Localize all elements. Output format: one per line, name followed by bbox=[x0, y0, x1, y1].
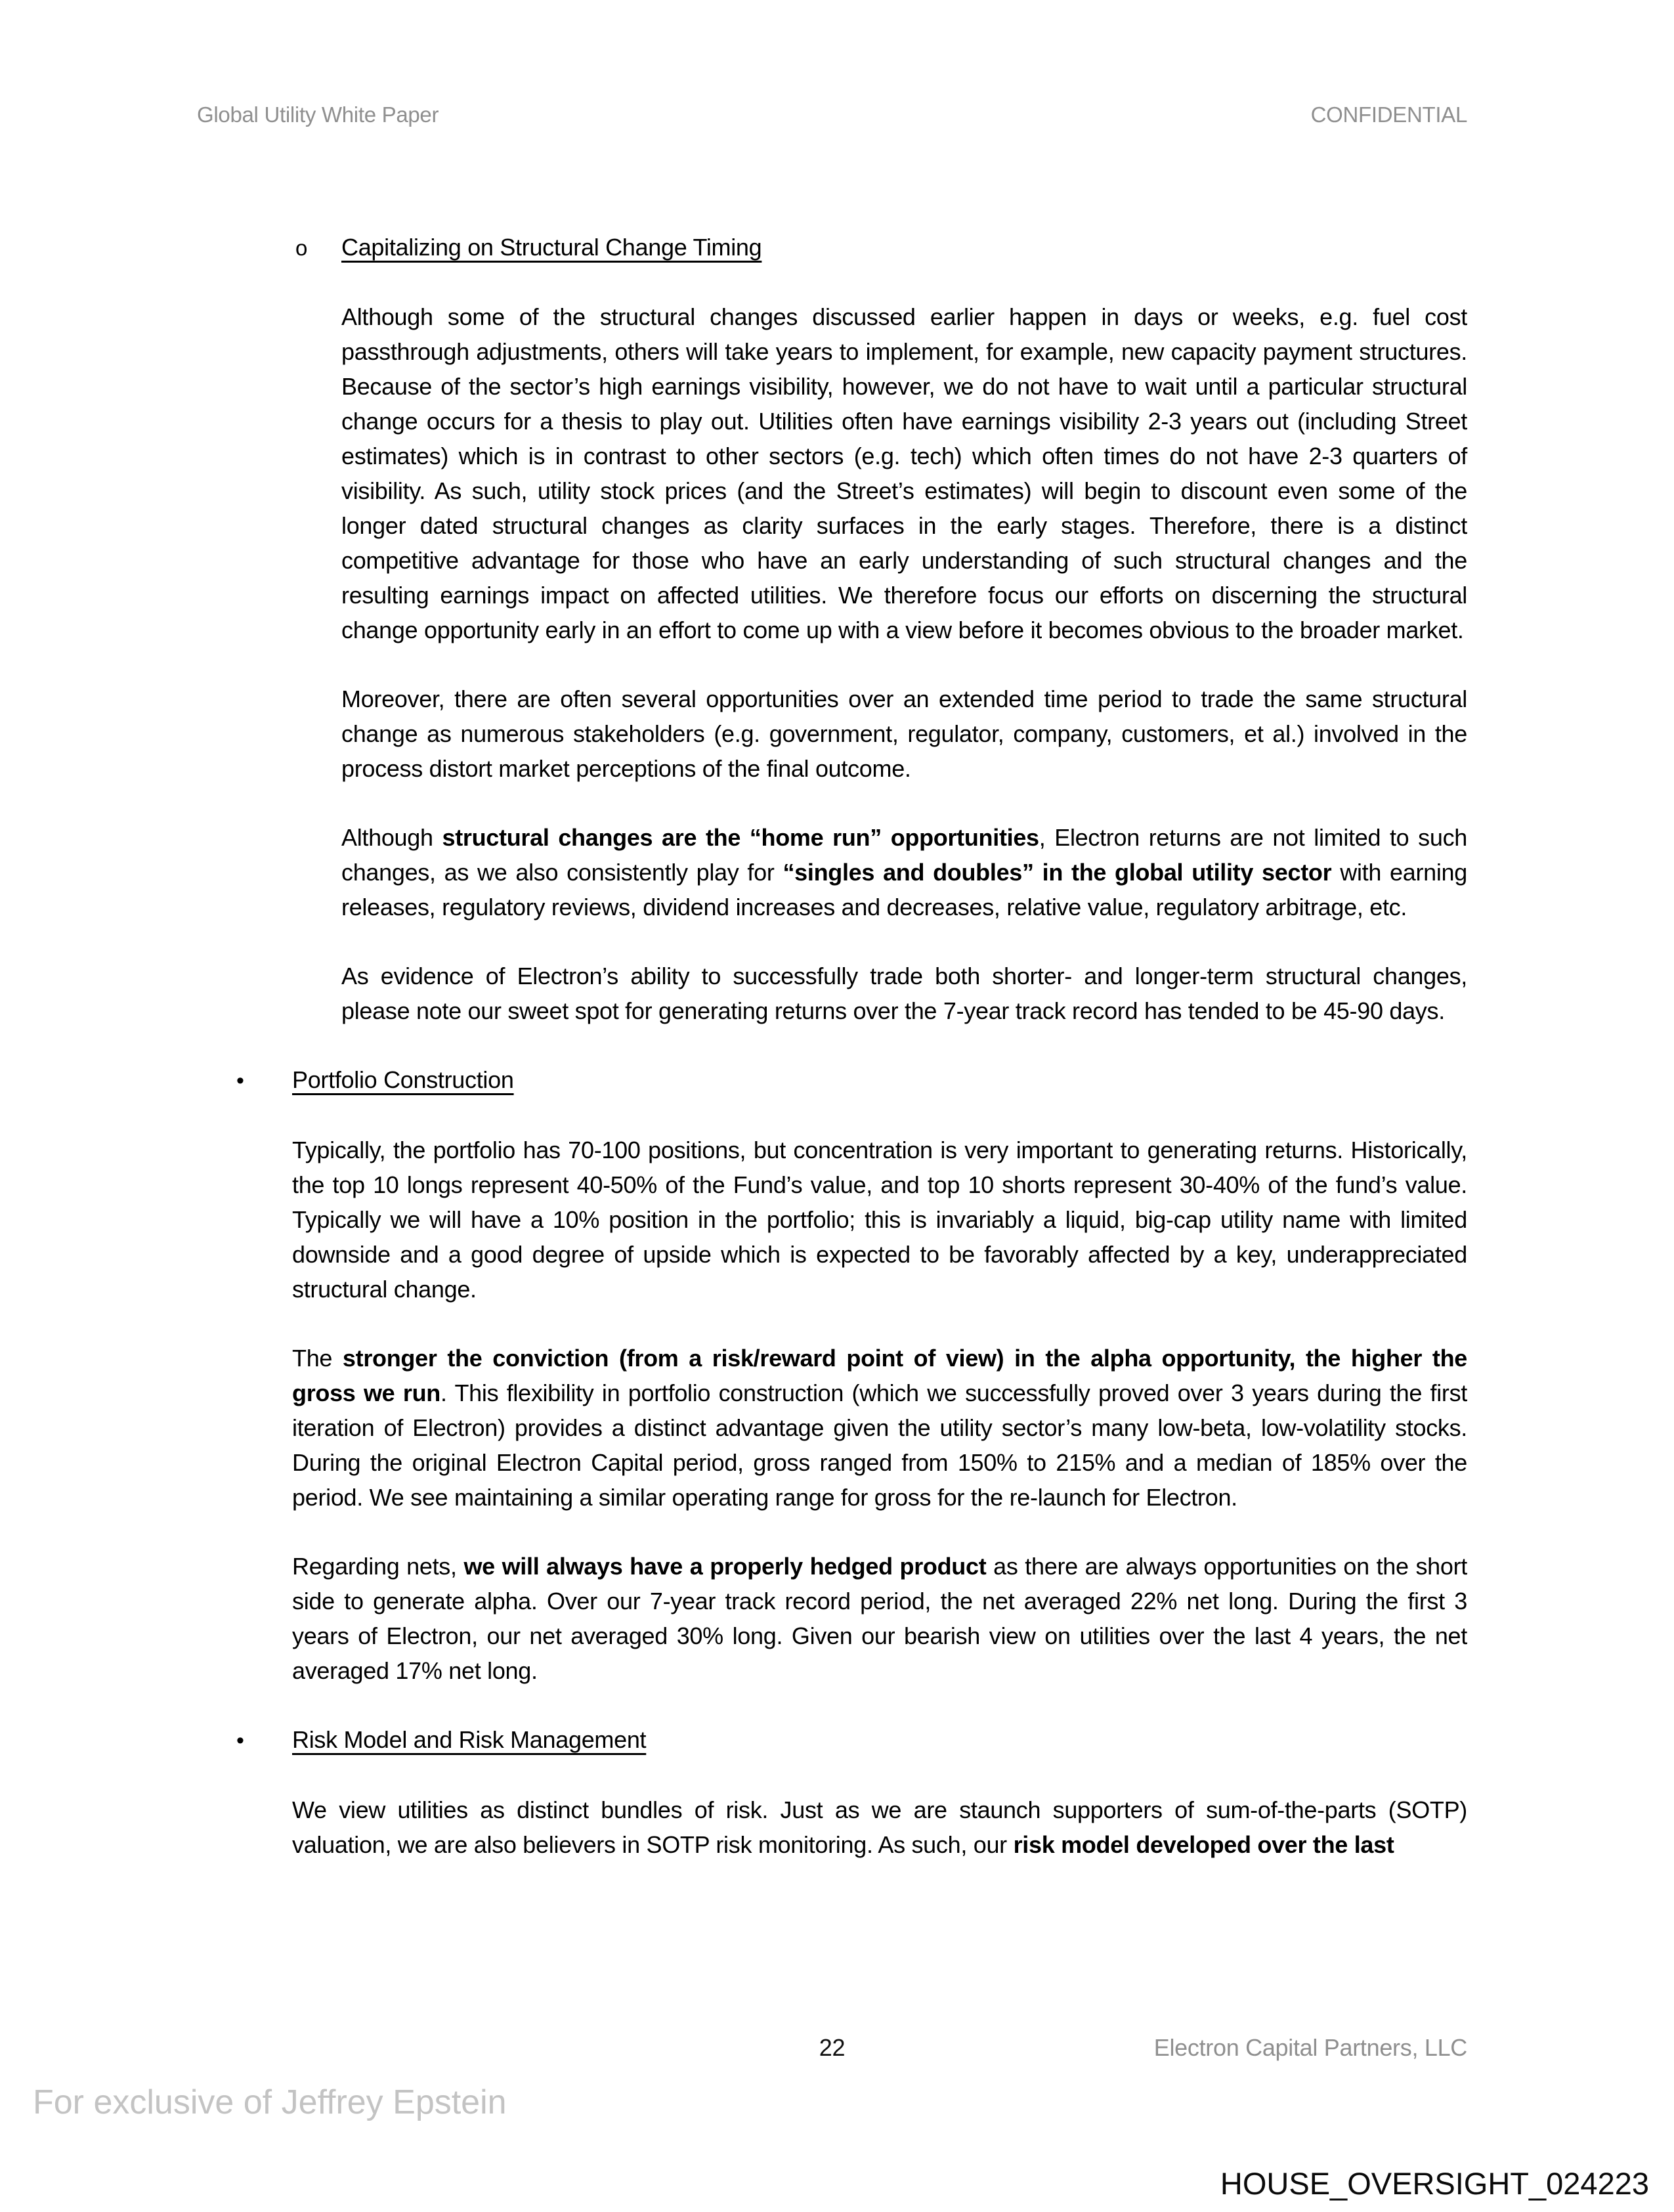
header-document-title: Global Utility White Paper bbox=[197, 102, 439, 127]
paragraph: Typically, the portfolio has 70-100 positions, but concentration is very important to generating returns. Historically, the top 10 longs represent 40-50% of the Fund’s value, and top 10 shorts represent 30-40% of the fund’s value. Typically we will have a 10% position in the portfolio; this is invariably a liquid, big-cap utility name with limited downside and a good degree of upside which is expected to be favorably affected by a key, underappreciated structural change. bbox=[292, 1137, 1467, 1303]
paragraph: As evidence of Electron’s ability to successfully trade both shorter- and longer-term structural changes, please note our sweet spot for generating returns over the 7-year track record has tended to be 45-90 days. bbox=[341, 963, 1467, 1024]
section-title: Capitalizing on Structural Change Timing bbox=[341, 234, 762, 261]
page-number: 22 bbox=[819, 2034, 846, 2061]
section-title: Portfolio Construction bbox=[292, 1066, 514, 1093]
bates-number: HOUSE_OVERSIGHT_024223 bbox=[1220, 2166, 1649, 2201]
paragraph: Although structural changes are the “home run” opportunities, Electron returns are not limited to such changes, as we also consistently play for “singles and doubles” in the global utility sector with earning releases, regulatory reviews, dividend increases and decreases, relative value, regulatory arbitrage, etc. bbox=[341, 824, 1468, 921]
section-capitalizing-on-structural-change-timing bbox=[197, 230, 1467, 1028]
paragraph: Although some of the structural changes discussed earlier happen in days or weeks, e.g. fuel cost passthrough adjustments, others will take years to implement, for example, new capacity payment structures. Because of the sector’s high earnings visibility, however, we do not have to wait until a particular structural change occurs for a thesis to play out. Utilities often have earnings visibility 2-3 years out (including Street estimates) which is in contrast to other sectors (e.g. tech) which often times do not have 2-3 quarters of visibility. As such, utility stock prices (and the Street’s estimates) will begin to discount even some of the longer dated structural changes as clarity surfaces in the early stages. Therefore, there is a distinct competitive advantage for those who have an early understanding of such structural changes and the resulting earnings impact on affected utilities. We therefore focus our efforts on discerning the structural change opportunity early in an effort to come up with a view before it becomes obvious to the broader market. bbox=[341, 303, 1467, 643]
paragraph: Regarding nets, we will always have a properly hedged product as there are always opportunities on the short side to generate alpha. Over our 7-year track record period, the net averaged 22% net long. During the first 3 years of Electron, our net averaged 30% long. Given our bearish view on utilities over the last 4 years, the net averaged 17% net long. bbox=[292, 1553, 1467, 1684]
section-heading bbox=[197, 1722, 1467, 1758]
paragraph: We view utilities as distinct bundles of risk. Just as we are staunch supporters of sum-of-the-parts (SOTP) valuation, we are also believers in SOTP risk monitoring. As such, our risk model developed over the last bbox=[292, 1796, 1467, 1858]
section-heading bbox=[197, 230, 1467, 265]
page-header bbox=[197, 102, 1467, 127]
confidential-label: CONFIDENTIAL bbox=[1310, 102, 1467, 127]
paragraph: Moreover, there are often several opportunities over an extended time period to trade the same structural change as numerous stakeholders (e.g. government, regulator, company, customers, et al.) involved in the process distort market perceptions of the final outcome. bbox=[341, 685, 1467, 782]
bullet-icon: • bbox=[236, 1068, 244, 1093]
bullet-icon: • bbox=[236, 1728, 244, 1753]
section-title: Risk Model and Risk Management bbox=[292, 1726, 647, 1753]
section-risk-model-and-risk-management bbox=[197, 1722, 1467, 1862]
circle-bullet-icon: o bbox=[295, 236, 308, 260]
page-body bbox=[197, 230, 1467, 1896]
paragraph: The stronger the conviction (from a risk/reward point of view) in the alpha opportunity, the higher the gross we run. This flexibility in portfolio construction (which we successfully proved over 3 years during the first iteration of Electron) provides a distinct advantage given the utility sector’s many low-beta, low-volatility stocks. During the original Electron Capital period, gross ranged from 150% to 215% and a median of 185% over the period. We see maintaining a similar operating range for gross for the re-launch for Electron. bbox=[292, 1345, 1467, 1511]
section-portfolio-construction bbox=[197, 1062, 1467, 1688]
footer-company-name: Electron Capital Partners, LLC bbox=[1153, 2034, 1467, 2061]
section-heading bbox=[197, 1062, 1467, 1098]
watermark: For exclusive of Jeffrey Epstein bbox=[33, 2083, 507, 2121]
